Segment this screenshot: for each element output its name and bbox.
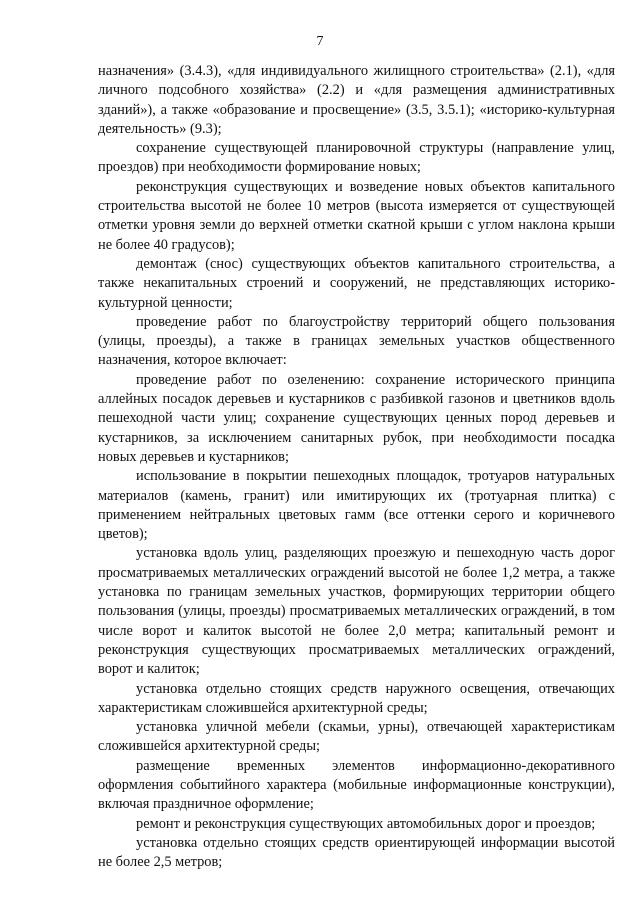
paragraph-continuation: назначения» (3.4.3), «для индивидуального жилищного строительства» (2.1), «для личного подсобного хозяйства» (2.2) и «для размещения административных зданий»), а также «образование и просвещение» (3.5, 3.5.1); «историко-культурная деятельность» (9.3); [98,63,615,137]
paragraph-landscaping: проведение работ по благоустройству территорий общего пользования (улицы, проезды), а также в границах земельных участков общественного назначения, которое включает: [98,313,615,369]
page-number: 7 [316,34,324,49]
paragraph-street-furniture: установка уличной мебели (скамьи, урны), отвечающей характеристикам сложившейся архитектурной среды; [98,719,615,755]
paragraph-paving: использование в покрытии пешеходных площадок, тротуаров натуральных материалов (камень, гранит) или имитирующих их (тротуарная плитка) с применением нейтральных цветовых гамм (все оттенки серого и коричневого цветов); [98,468,615,543]
paragraph-wayfinding: установка отдельно стоящих средств ориентирующей информации высотой не более 2,5 метров; [98,834,615,871]
paragraph-fences: установка вдоль улиц, разделяющих проезжую и пешеходную часть дорог просматриваемых металлических ограждений высотой не более 1,2 метра, а также установка по границам земельных участков, формирующих территории общего пользования (улицы, проезды) просматриваемых металлических ограждений, в том числе ворот и калиток высотой не более 2,0 метра; капитальный ремонт и реконструкция существующих просматриваемых металлических ограждений, ворот и калиток; [98,545,615,678]
paragraph-planning-structure: сохранение существующей планировочной структуры (направление улиц, проездов) при необходимости формирование новых; [98,140,615,176]
paragraph-greening: проведение работ по озеленению: сохранение исторического принципа аллейных посадок деревьев и кустарников с разбивкой газонов и цветников вдоль пешеходной части улиц; сохранение существующих ценных пород деревьев и кустарников, за исключением санитарных рубок, при необходимости посадка новых деревьев и кустарников; [98,371,615,465]
paragraph-reconstruction: реконструкция существующих и возведение новых объектов капитального строительства высотой не более 10 метров (высота измеряется от существующей отметки уровня земли до верхней отметки скатной крыши с углом наклона крыши не более 40 градусов); [98,178,615,253]
paragraph-roads: ремонт и реконструкция существующих автомобильных дорог и проездов; [136,815,596,832]
paragraph-decorative-elements: размещение временных элементов информационно-декоративного оформления событийного характера (мобильные информационные конструкции), включая праздничное оформление; [98,757,615,813]
paragraph-lighting: установка отдельно стоящих средств наружного освещения, отвечающих характеристикам сложившейся архитектурной среды; [98,680,615,716]
paragraph-demolition: демонтаж (снос) существующих объектов капитального строительства, а также некапитальных строений и сооружений, не представляющих историко-культурной ценности; [98,255,615,311]
document-body [98,62,615,872]
